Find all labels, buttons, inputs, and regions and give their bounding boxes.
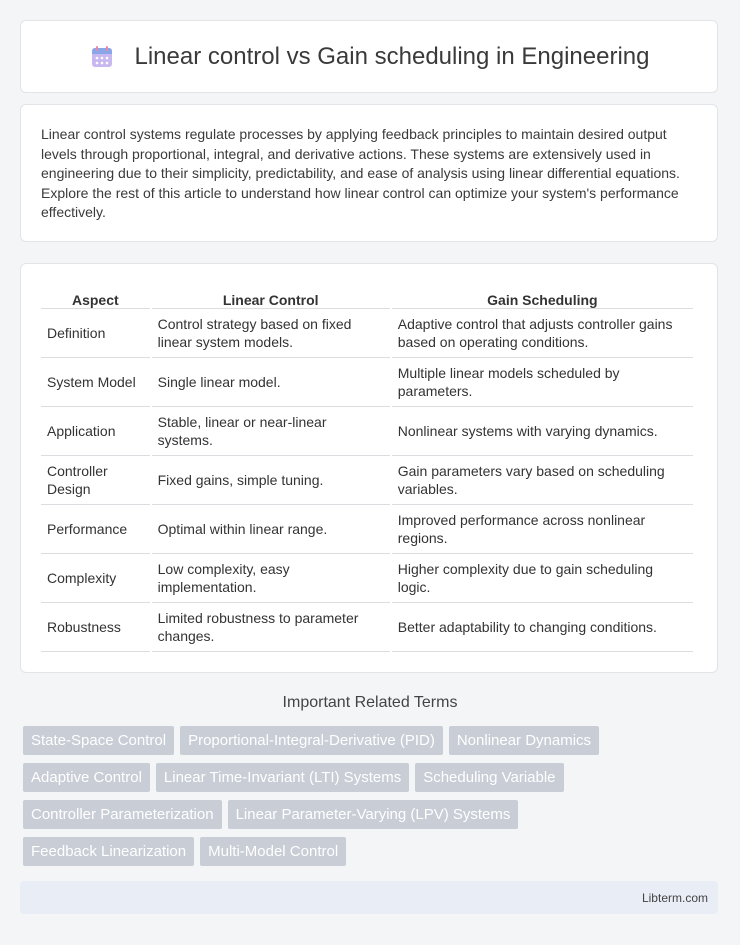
row-aspect-cell: Application bbox=[41, 407, 150, 456]
table-row bbox=[41, 603, 693, 652]
row-aspect-cell: Performance bbox=[41, 505, 150, 554]
related-terms-list bbox=[23, 726, 723, 874]
header-linear-control: Linear Control bbox=[152, 284, 390, 309]
tag-adaptive-control[interactable]: Adaptive Control bbox=[23, 763, 150, 792]
calendar-icon bbox=[89, 44, 115, 70]
footer bbox=[20, 881, 718, 914]
tag-state-space-control[interactable]: State-Space Control bbox=[23, 726, 174, 755]
row-gain-cell: Better adaptability to changing conditions. bbox=[392, 603, 693, 652]
row-linear-cell: Low complexity, easy implementation. bbox=[152, 554, 390, 603]
table-row bbox=[41, 456, 693, 505]
tag-multi-model-control[interactable]: Multi-Model Control bbox=[200, 837, 346, 866]
row-gain-cell: Nonlinear systems with varying dynamics. bbox=[392, 407, 693, 456]
tag-lti-systems[interactable]: Linear Time-Invariant (LTI) Systems bbox=[156, 763, 409, 792]
title-card bbox=[20, 20, 718, 93]
row-gain-cell: Gain parameters vary based on scheduling variables. bbox=[392, 456, 693, 505]
page-title: Linear control vs Gain scheduling in Engineering bbox=[134, 42, 650, 70]
tag-pid[interactable]: Proportional-Integral-Derivative (PID) bbox=[180, 726, 443, 755]
comparison-table-card bbox=[20, 263, 718, 673]
table-row bbox=[41, 358, 693, 407]
row-linear-cell: Stable, linear or near-linear systems. bbox=[152, 407, 390, 456]
header-gain-scheduling: Gain Scheduling bbox=[392, 284, 693, 309]
row-linear-cell: Single linear model. bbox=[152, 358, 390, 407]
table-header-row bbox=[41, 284, 693, 309]
tag-controller-parameterization[interactable]: Controller Parameterization bbox=[23, 800, 222, 829]
row-linear-cell: Limited robustness to parameter changes. bbox=[152, 603, 390, 652]
tag-row bbox=[23, 726, 723, 755]
intro-card bbox=[20, 104, 718, 242]
row-aspect-cell: Definition bbox=[41, 309, 150, 358]
row-aspect-cell: System Model bbox=[41, 358, 150, 407]
tag-lpv-systems[interactable]: Linear Parameter-Varying (LPV) Systems bbox=[228, 800, 519, 829]
footer-site-link[interactable]: Libterm.com bbox=[641, 890, 708, 905]
row-aspect-cell: Complexity bbox=[41, 554, 150, 603]
table-row bbox=[41, 505, 693, 554]
intro-paragraph: Linear control systems regulate processes by applying feedback principles to maintain desired output levels through proportional, integral, and derivative actions. These systems are extensively used in engineering due to their simplicity, predictability, and ease of analysis using linear differential equations. Explore the rest of this article to understand how linear control can optimize your system's performance effectively. bbox=[41, 126, 680, 220]
row-gain-cell: Higher complexity due to gain scheduling logic. bbox=[392, 554, 693, 603]
row-gain-cell: Adaptive control that adjusts controller gains based on operating conditions. bbox=[392, 309, 693, 358]
tag-row bbox=[23, 837, 723, 866]
tag-nonlinear-dynamics[interactable]: Nonlinear Dynamics bbox=[449, 726, 599, 755]
row-aspect-cell: Robustness bbox=[41, 603, 150, 652]
row-linear-cell: Fixed gains, simple tuning. bbox=[152, 456, 390, 505]
row-linear-cell: Control strategy based on fixed linear system models. bbox=[152, 309, 390, 358]
tag-scheduling-variable[interactable]: Scheduling Variable bbox=[415, 763, 563, 792]
tag-row bbox=[23, 800, 723, 829]
tag-feedback-linearization[interactable]: Feedback Linearization bbox=[23, 837, 194, 866]
row-gain-cell: Improved performance across nonlinear regions. bbox=[392, 505, 693, 554]
table-row bbox=[41, 554, 693, 603]
row-gain-cell: Multiple linear models scheduled by parameters. bbox=[392, 358, 693, 407]
comparison-table bbox=[39, 284, 695, 652]
table-row bbox=[41, 407, 693, 456]
tag-row bbox=[23, 763, 723, 792]
table-row bbox=[41, 309, 693, 358]
header-aspect: Aspect bbox=[41, 284, 150, 309]
row-aspect-cell: Controller Design bbox=[41, 456, 150, 505]
related-terms-heading: Important Related Terms bbox=[282, 694, 458, 711]
row-linear-cell: Optimal within linear range. bbox=[152, 505, 390, 554]
